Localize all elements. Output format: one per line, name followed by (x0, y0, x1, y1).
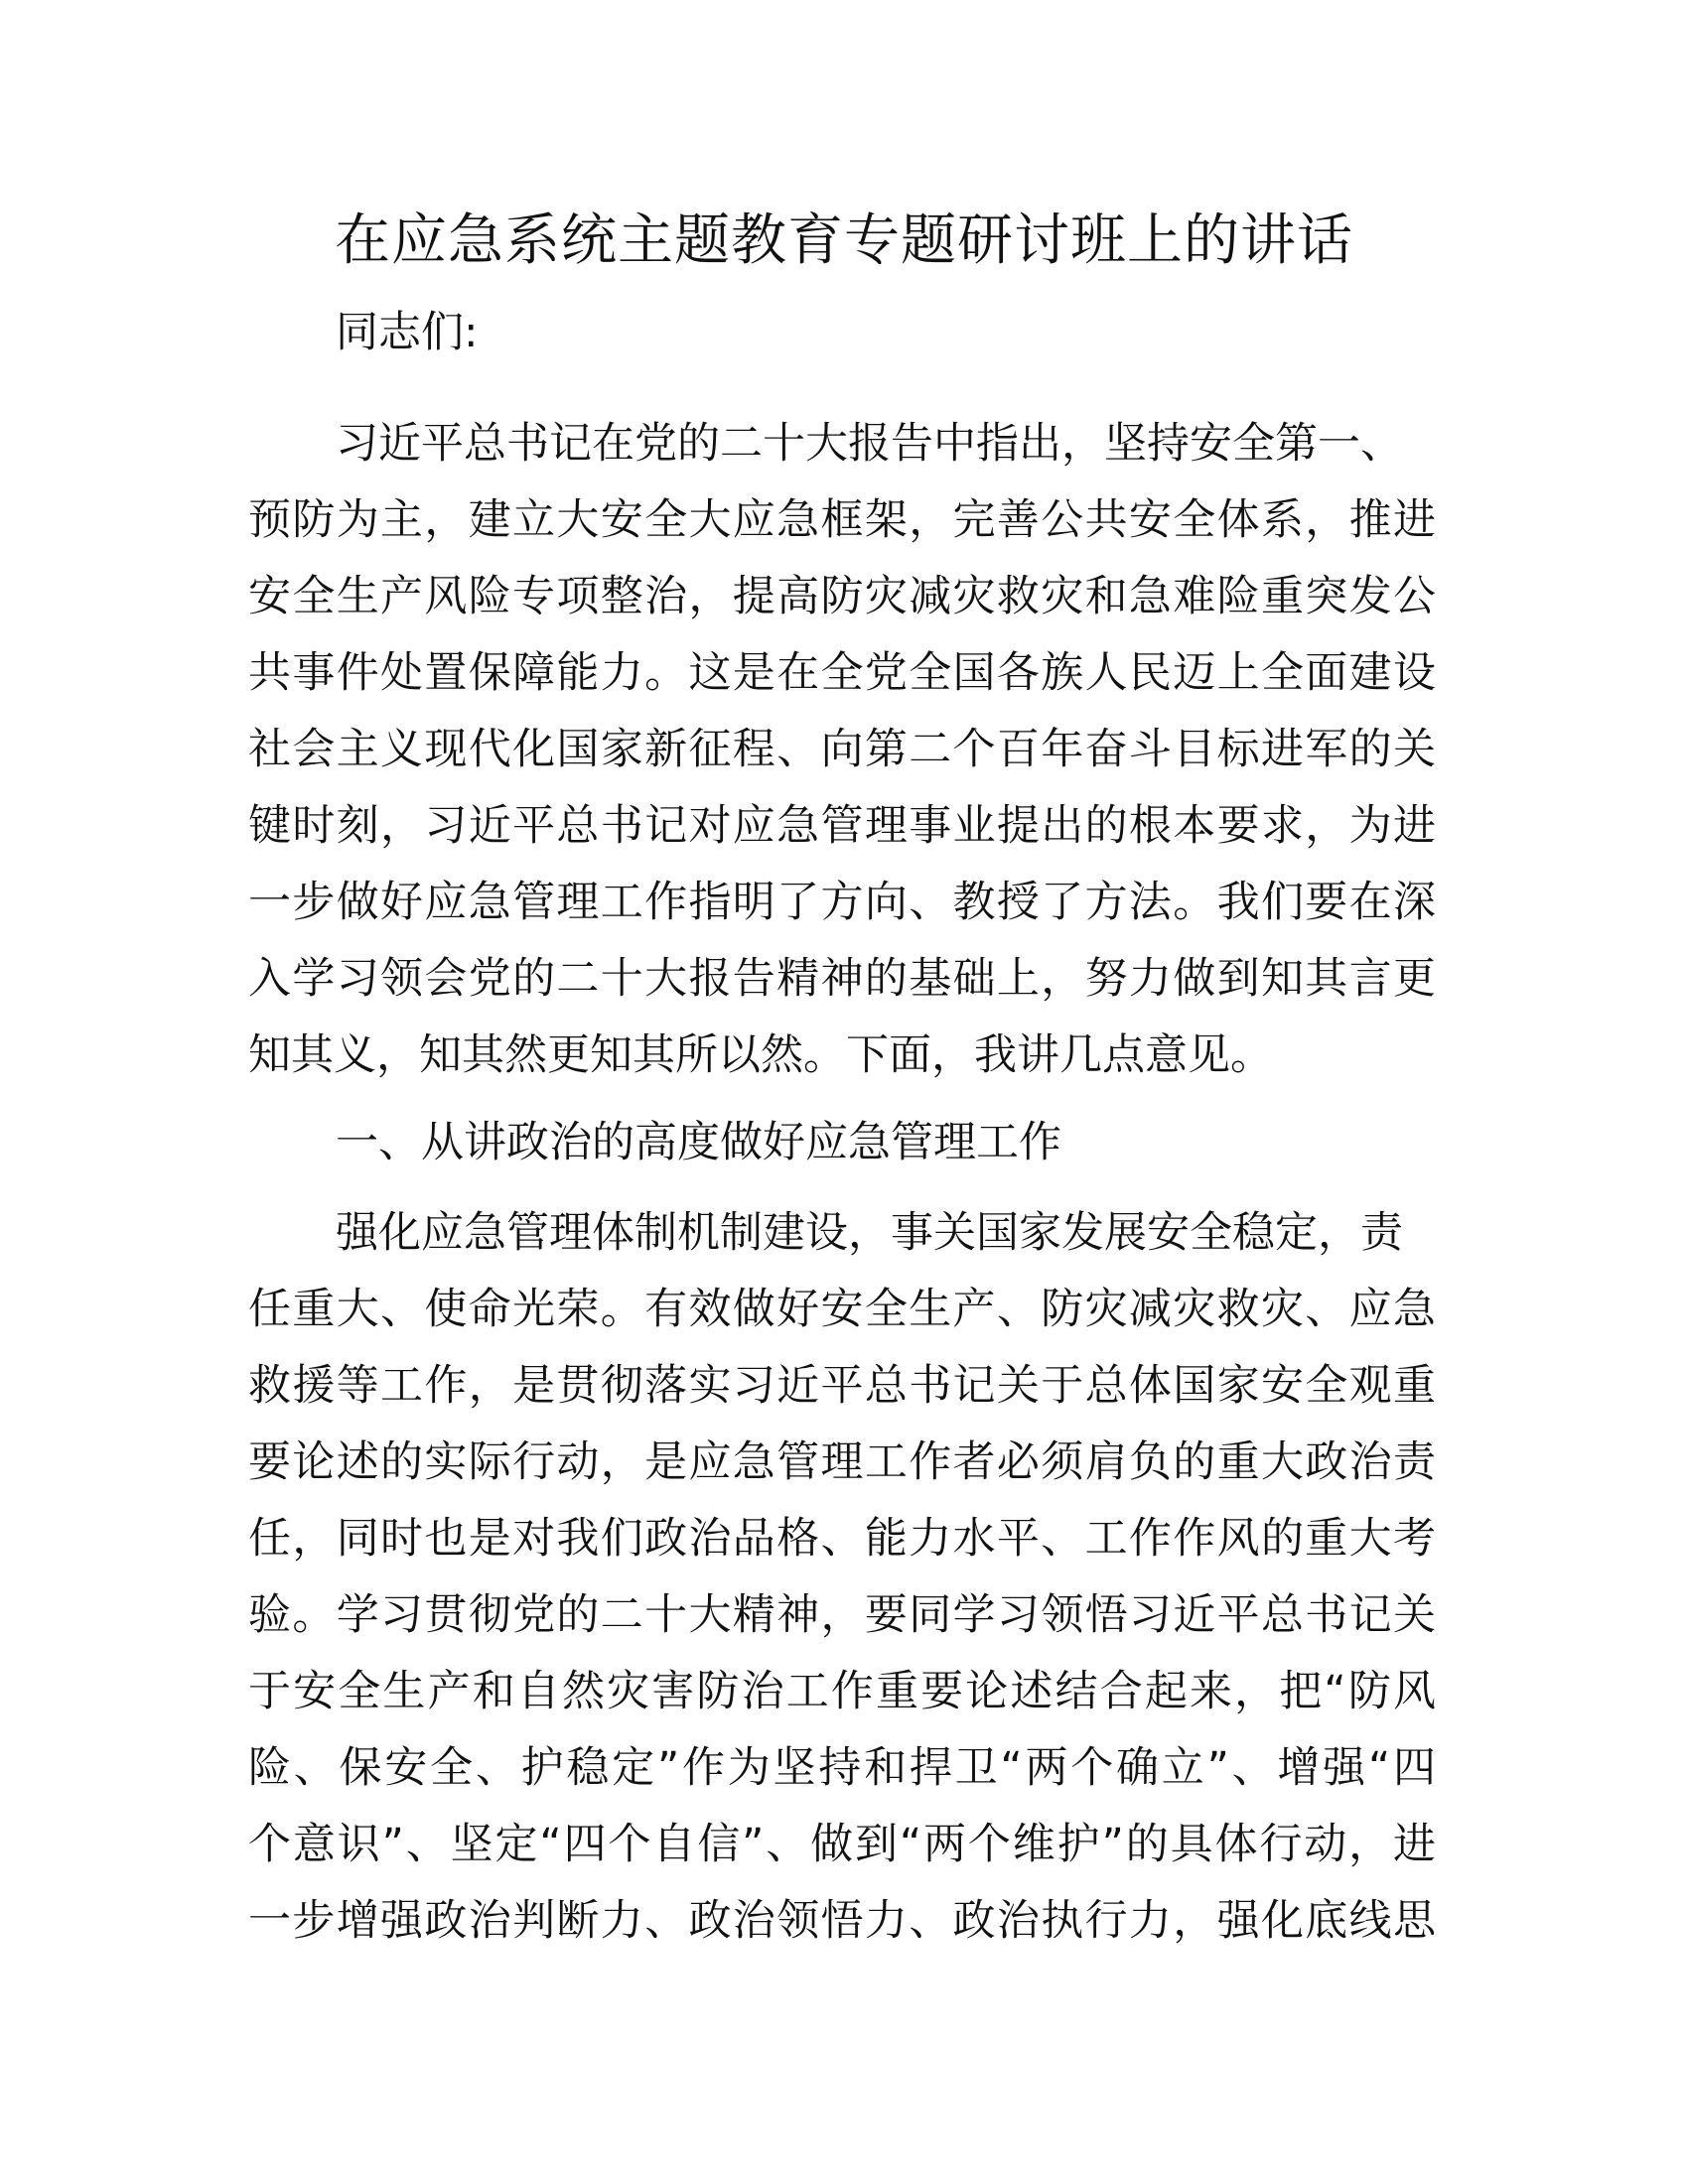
paragraph-line: 键时刻，习近平总书记对应急管理事业提出的根本要求，为进 (248, 801, 1436, 851)
paragraph-line: 救援等工作，是贯彻落实习近平总书记关于总体国家安全观重 (248, 1361, 1436, 1411)
paragraph-line: 安全生产风险专项整治，提高防灾减灾救灾和急难险重突发公 (248, 572, 1436, 621)
salutation: 同志们: (336, 308, 479, 357)
paragraph-line: 要论述的实际行动，是应急管理工作者必须肩负的重大政治责 (248, 1437, 1436, 1487)
paragraph-line: 任，同时也是对我们政治品格、能力水平、工作作风的重大考 (248, 1514, 1436, 1564)
paragraph-line: 强化应急管理体制机制建设，事关国家发展安全稳定，责 (336, 1208, 1403, 1258)
paragraph-line: 验。学习贯彻党的二十大精神，要同学习领悟习近平总书记关 (248, 1590, 1436, 1640)
paragraph-line: 共事件处置保障能力。这是在全党全国各族人民迈上全面建设 (248, 648, 1436, 698)
section-heading: 一、从讲政治的高度做好应急管理工作 (336, 1118, 1061, 1167)
paragraph-line: 习近平总书记在党的二十大报告中指出，坚持安全第一、 (336, 419, 1403, 469)
paragraph-line: 一步做好应急管理工作指明了方向、教授了方法。我们要在深 (248, 878, 1436, 927)
paragraph-line: 社会主义现代化国家新征程、向第二个百年奋斗目标进军的关 (248, 725, 1436, 774)
document-title: 在应急系统主题教育专题研讨班上的讲话 (335, 208, 1353, 273)
paragraph-line: 入学习领会党的二十大报告精神的基础上，努力做到知其言更 (248, 954, 1436, 1004)
paragraph-line: 预防为主，建立大安全大应急框架，完善公共安全体系，推进 (248, 495, 1436, 545)
paragraph-line: 于安全生产和自然灾害防治工作重要论述结合起来，把“防风 (248, 1667, 1436, 1716)
paragraph-line: 一步增强政治判断力、政治领悟力、政治执行力，强化底线思 (248, 1896, 1436, 1946)
paragraph-line: 知其义，知其然更知其所以然。下面，我讲几点意见。 (248, 1030, 1273, 1080)
paragraph-line: 个意识”、坚定“四个自信”、做到“两个维护”的具体行动，进 (248, 1820, 1436, 1869)
paragraph-line: 任重大、使命光荣。有效做好安全生产、防灾减灾救灾、应急 (248, 1285, 1436, 1334)
paragraph-line: 险、保安全、护稳定”作为坚持和捍卫“两个确立”、增强“四 (248, 1743, 1436, 1793)
